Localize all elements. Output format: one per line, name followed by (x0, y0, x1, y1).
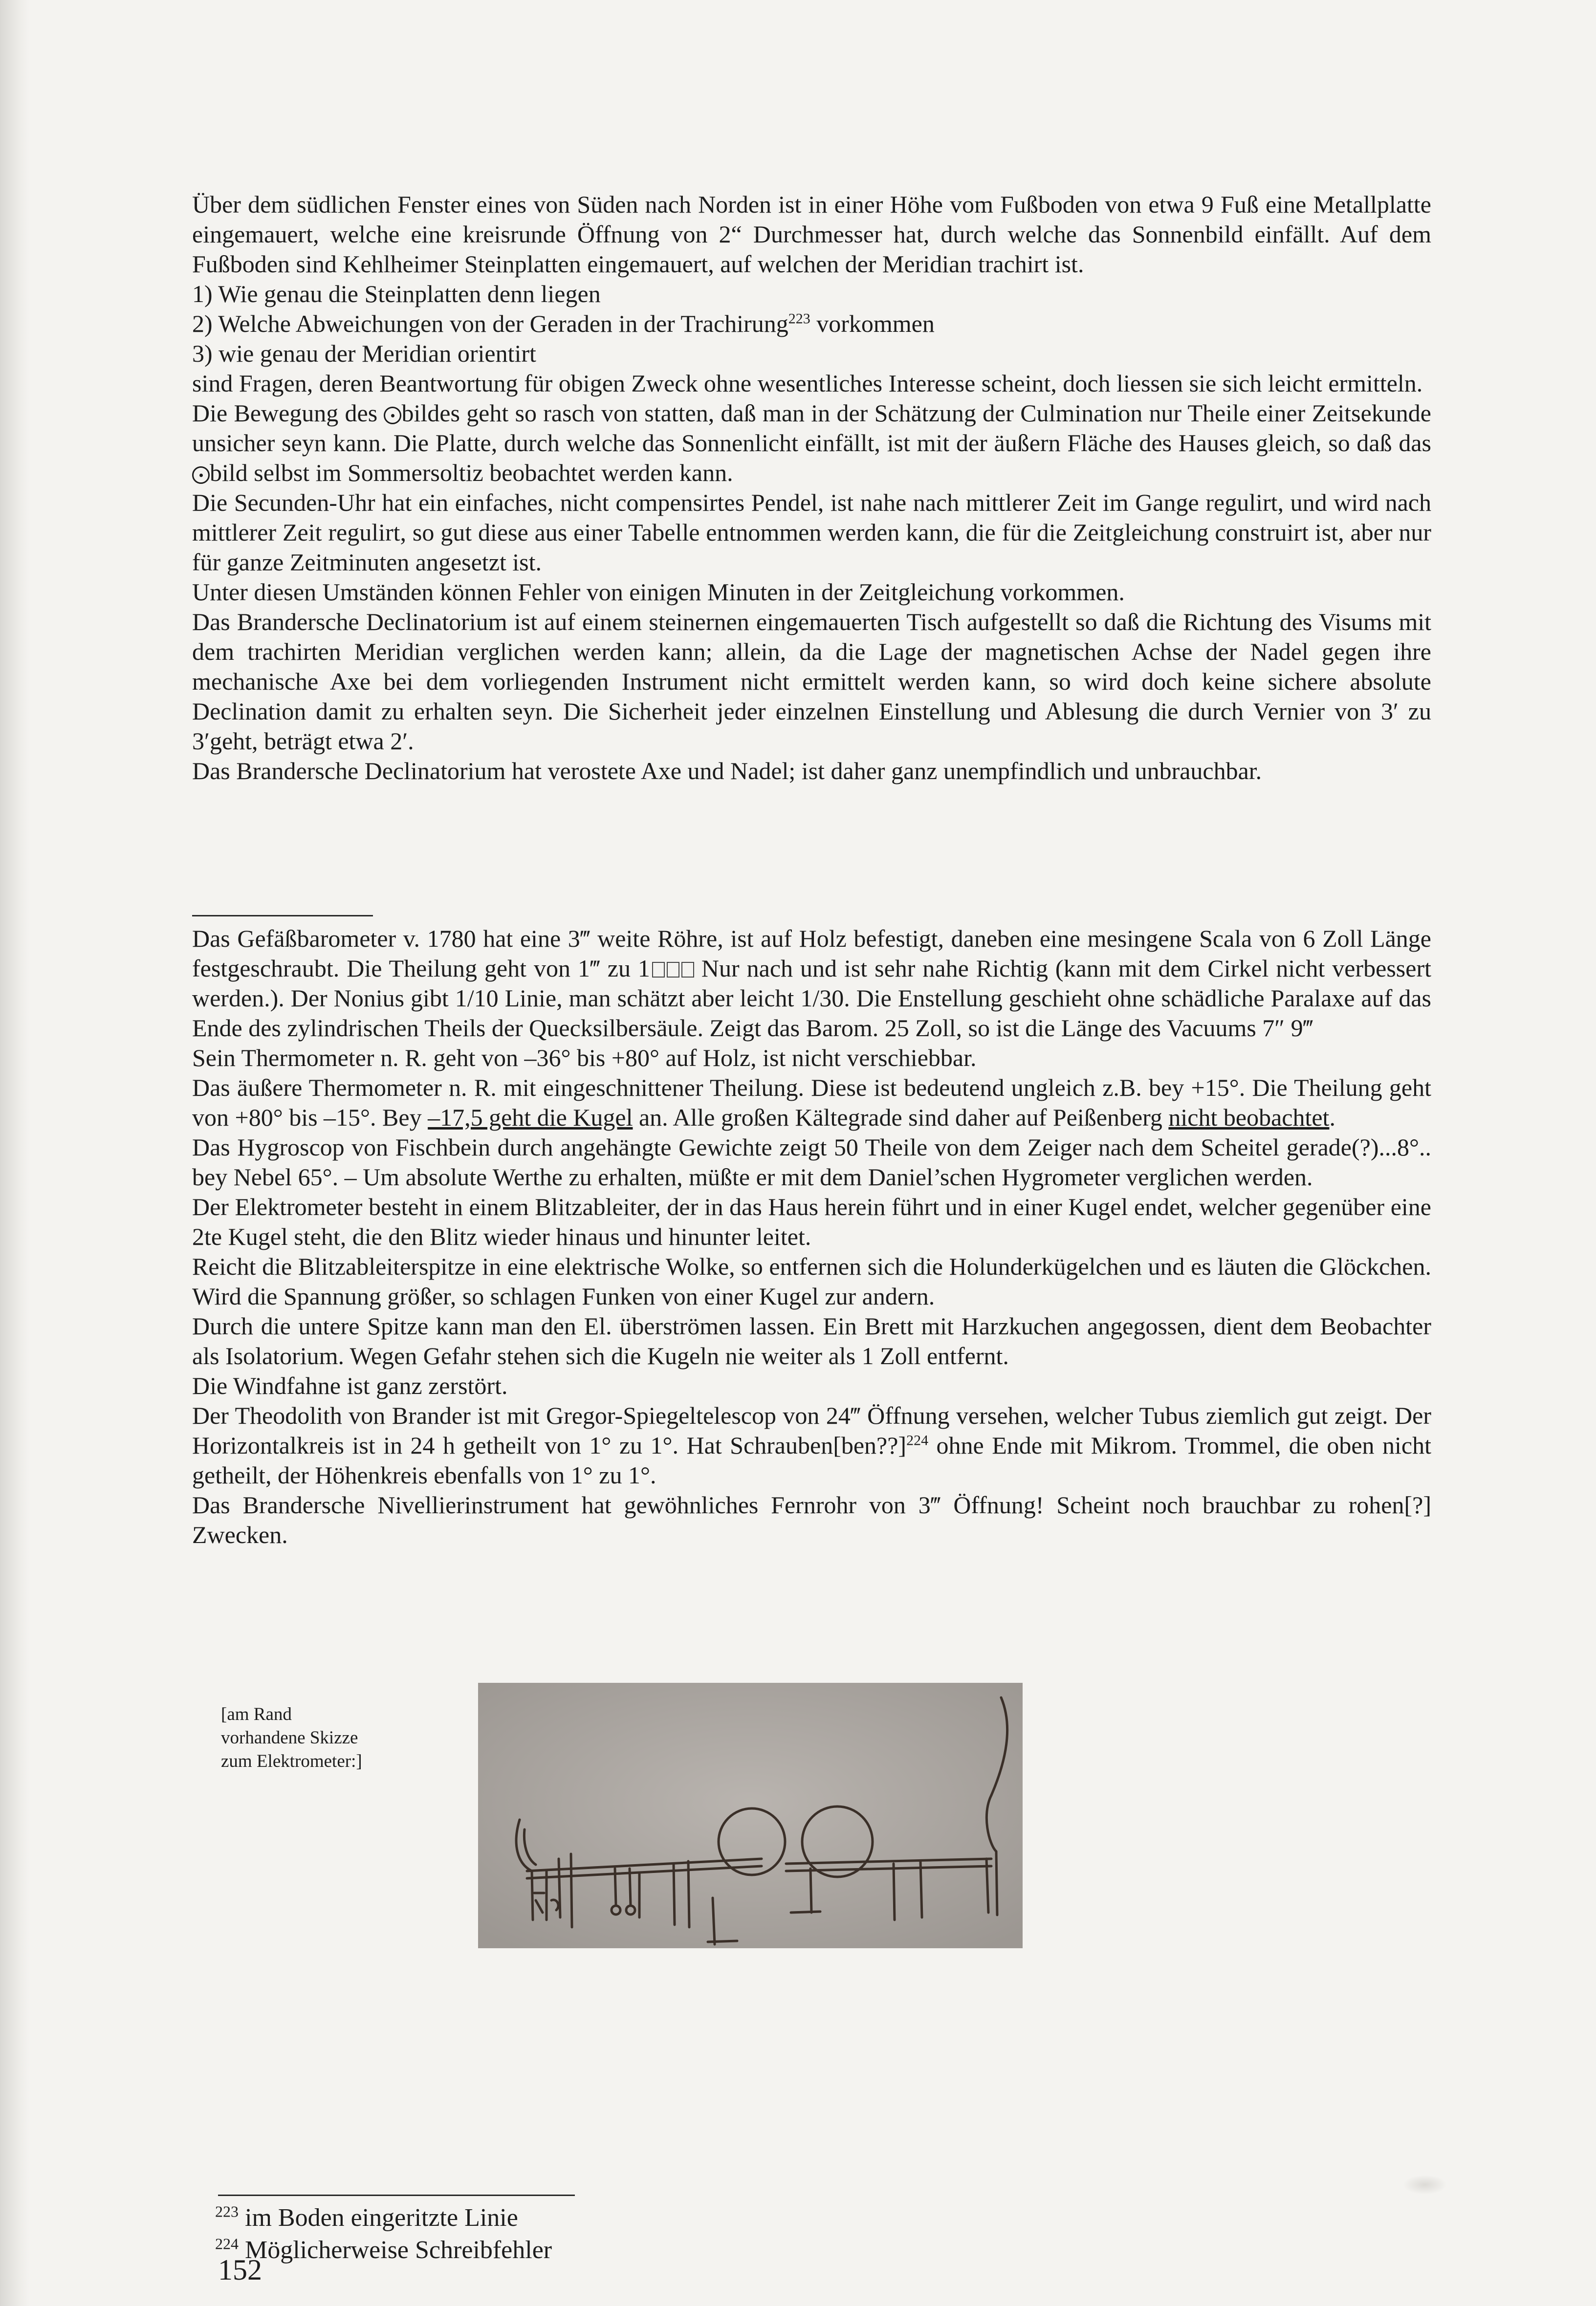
binding-gutter (0, 0, 29, 2306)
paragraph: Das Brandersche Declinatorium ist auf einem steinernen eingemauerten Tisch aufgestellt so daß die Richtung des Visums mit dem trachirten Meridian verglichen werden kann; allein, da die Lage der magnetischen Achse der Nadel gegen ihre mechanische Axe bei dem vorliegenden Instrument nicht ermittelt werden kann, so wird doch keine sichere absolute Declination damit zu erhalten seyn. Die Sicherheit jeder einzelnen Einstellung und Ablesung die durch Vernier von 3′ zu 3′geht, beträgt etwa 2′. (192, 608, 1431, 755)
paragraph: Durch die untere Spitze kann man den El. überströmen lassen. Ein Brett mit Harzkuchen angegossen, dient dem Beobachter als Isolatorium. Wegen Gefahr stehen sich die Kugeln nie weiter als 1 Zoll entfernt. (192, 1312, 1431, 1370)
paragraph: Über dem südlichen Fenster eines von Süden nach Norden ist in einer Höhe vom Fußboden von etwa 9 Fuß eine Metallplatte eingemauert, welche eine kreisrunde Öffnung von 2“ Durchmesser hat, durch welche das Sonnenbild einfällt. Auf dem Fußboden sind Kehlheimer Steinplatten eingemauert, auf welchen der Meridian trachirt ist. (192, 191, 1431, 278)
paragraph: Reicht die Blitzableiterspitze in eine elektrische Wolke, so entfernen sich die Holunderkügelchen und es läuten die Glöckchen. Wird die Spannung größer, so schlagen Funken von einer Kugel zur andern. (192, 1253, 1431, 1310)
list-item: 1) Wie genau die Steinplatten denn liegen (192, 280, 601, 307)
page-number: 152 (218, 2254, 262, 2286)
list-item: 2) Welche Abweichungen von der Geraden in der Trachirung$^{223}$ vorkommen (192, 310, 935, 337)
paragraph: Das Brandersche Nivellierinstrument hat gewöhnliches Fernrohr von 3‴ Öffnung! Scheint noch brauchbar zu rohen[?] Zwecken. (192, 1491, 1431, 1548)
paper-smudge (1403, 2175, 1447, 2195)
paragraph: Sein Thermometer n. R. geht von –36° bis +80° auf Holz, ist nicht verschiebbar. (192, 1044, 977, 1071)
paragraph: Unter diesen Umständen können Fehler von einigen Minuten in der Zeitgleichung vorkommen. (192, 578, 1125, 606)
paragraph: Die Bewegung des bildes geht so rasch von statten, daß man in der Schätzung der Culmination nur Theile einer Zeitsekunde unsicher seyn kann. Die Platte, durch welche das Sonnenlicht einfällt, ist mit der äußern Fläche des Hauses gleich, so daß das bild selbst im Sommersoltiz beobachtet werden kann. (192, 399, 1431, 486)
paragraph: Das Brandersche Declinatorium hat verostete Axe und Nadel; ist daher ganz unempfindlich und unbrauchbar. (192, 757, 1262, 784)
paragraph: Die Secunden-Uhr hat ein einfaches, nicht compensirtes Pendel, ist nahe nach mittlerer Zeit im Gange regulirt, und wird nach mittlerer Zeit regulirt, so gut diese aus einer Tabelle entnommen werden kann, die für die Zeitgleichung construirt ist, aber nur für ganze Zeitminuten angesetzt ist. (192, 489, 1431, 576)
footnotes (215, 2202, 899, 2266)
illegible-glyph-icon (667, 962, 679, 978)
text-block-observatory (192, 190, 1431, 786)
footnote-ref[interactable]: 223 (788, 310, 810, 327)
illegible-glyph-icon (652, 962, 665, 978)
paragraph: Die Windfahne ist ganz zerstört. (192, 1372, 508, 1399)
list-item: 3) wie genau der Meridian orientirt (192, 340, 536, 367)
paragraph: Das Gefäßbarometer v. 1780 hat eine 3‴ weite Röhre, ist auf Holz befestigt, daneben eine mesingene Scala von 6 Zoll Länge festgeschraubt. Die Theilung geht von 1‴ zu 1 Nur nach und ist sehr nahe Richtig (kann mit dem Cirkel nicht verbessert werden.). Der Nonius gibt 1/10 Linie, man schätzt aber leicht 1/30. Die Enstellung geschieht ohne schädliche Paralaxe auf das Ende des zylindrischen Theils der Quecksilbersäule. Zeigt das Barom. 25 Zoll, so ist die Länge des Vacuums 7″ 9‴ (192, 925, 1431, 1042)
footnote-divider (218, 2195, 575, 2196)
paragraph: Das Hygroscop von Fischbein durch angehängte Gewichte zeigt 50 Theile von dem Zeiger nach dem Scheitel gerade(?)...8°.. bey Nebel 65°. – Um absolute Werthe zu erhalten, müßte er mit dem Daniel’schen Hygrometer verglichen werden. (192, 1133, 1431, 1191)
paragraph: Das äußere Thermometer n. R. mit eingeschnittener Theilung. Diese ist bedeutend ungleich z.B. bey +15°. Die Theilung geht von +80° bis –15°. Bey –17,5 geht die Kugel an. Alle großen Kältegrade sind daher auf Peißenberg nicht beobachtet. (192, 1074, 1431, 1131)
sun-symbol-icon (384, 407, 401, 424)
footnote: $^{224}$ Möglicherweise Schreibfehler (215, 2235, 552, 2264)
paragraph: Der Elektrometer besteht in einem Blitzableiter, der in das Haus herein führt und in einer Kugel endet, welcher gegenüber eine 2te Kugel steht, die den Blitz wieder hinaus und hinunter leitet. (192, 1193, 1431, 1250)
paragraph: sind Fragen, deren Beantwortung für obigen Zweck ohne wesentliches Interesse scheint, doch liessen sie sich leicht ermitteln. (192, 370, 1423, 397)
text-block-instruments (192, 924, 1431, 1550)
section-divider (192, 915, 373, 916)
illegible-glyph-icon (681, 962, 694, 978)
paragraph: Der Theodolith von Brander ist mit Gregor-Spiegeltelescop von 24‴ Öffnung versehen, welcher Tubus ziemlich gut zeigt. Der Horizontalkreis ist in 24 h getheilt von 1° zu 1°. Hat Schrauben[ben??]$^{224}$ ohne Ende mit Mikrom. Trommel, die oben nicht getheilt, der Höhenkreis ebenfalls von 1° zu 1°. (192, 1402, 1431, 1489)
figure-caption: [am Rand vorhandene Skizze zum Elektrometer:] (221, 1704, 362, 1771)
electrometer-sketch-image (478, 1683, 1023, 1948)
sun-symbol-icon (192, 466, 210, 484)
footnote-ref[interactable]: 224 (906, 1432, 929, 1449)
footnote: $^{223}$ im Boden eingeritzte Linie (215, 2202, 518, 2232)
